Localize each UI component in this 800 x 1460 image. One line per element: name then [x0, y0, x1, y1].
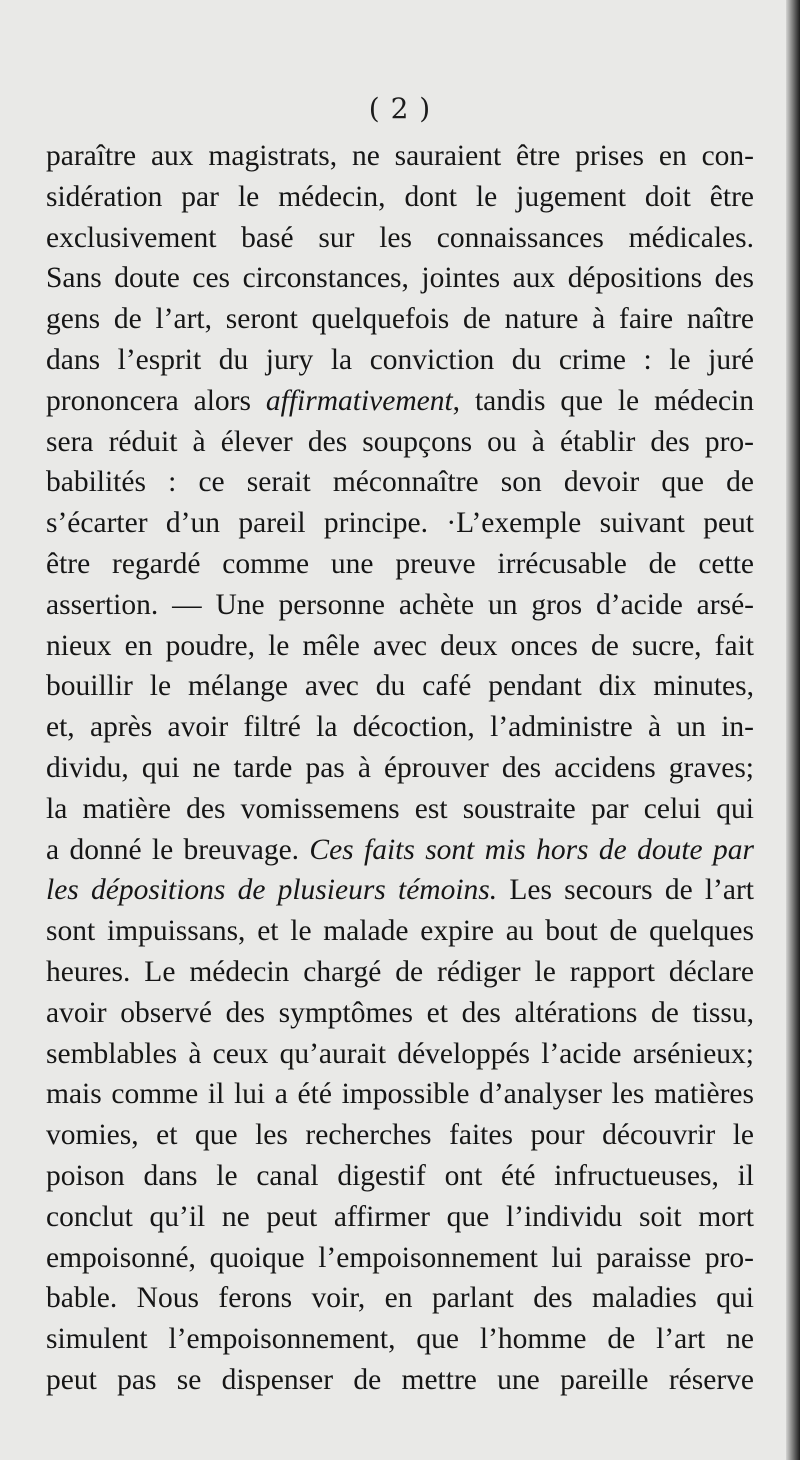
text-segment: et, après avoir filtré la décoction, l’administre à un in- — [46, 711, 754, 744]
text-line — [46, 1278, 754, 1319]
text-segment: heures. Le médecin chargé de rédiger le rapport déclare — [46, 955, 754, 988]
text-line — [46, 422, 754, 463]
text-line — [46, 585, 754, 626]
text-line — [46, 1074, 754, 1115]
text-line — [46, 952, 754, 993]
text-segment: exclusivement basé sur les connaissances médicales. — [46, 221, 754, 254]
text-line — [46, 1115, 754, 1156]
text-line — [46, 707, 754, 748]
text-line — [46, 626, 754, 667]
text-segment: a donné le breuvage. — [46, 833, 310, 866]
text-segment: empoisonné, quoique l’empoisonnement lui paraisse pro- — [46, 1241, 754, 1274]
text-segment: bable. Nous ferons voir, en parlant des maladies qui — [46, 1282, 754, 1315]
text-segment: gens de l’art, seront quelquefois de nature à faire naître — [46, 303, 754, 336]
text-segment: avoir observé des symptômes et des altérations de tissu, — [46, 996, 754, 1029]
italic-segment: Ces faits sont mis hors de doute par — [309, 833, 754, 866]
text-line — [46, 1034, 754, 1075]
text-line — [46, 748, 754, 789]
text-segment: babilités : ce serait méconnaître son devoir que de — [46, 466, 754, 499]
text-line — [46, 993, 754, 1034]
text-segment: prononcera alors — [46, 384, 266, 417]
text-segment: , tandis que le médecin — [452, 384, 754, 417]
text-line — [46, 870, 754, 911]
italic-segment: les dépositions de plusieurs témoins. — [46, 874, 498, 907]
text-line — [46, 1238, 754, 1279]
text-line — [46, 1156, 754, 1197]
text-segment: bouillir le mélange avec du café pendant dix minutes, — [46, 670, 754, 703]
text-segment: dividu, qui ne tarde pas à éprouver des accidens graves; — [46, 751, 754, 784]
text-line — [46, 789, 754, 830]
text-segment: simulent l’empoisonnement, que l’homme de l’art ne — [46, 1323, 754, 1356]
text-line — [46, 299, 754, 340]
text-segment: être regardé comme une preuve irrécusable de cette — [46, 547, 754, 580]
text-segment: peut pas se dispenser de mettre une pareille réserve — [46, 1363, 754, 1396]
text-segment: la matière des vomissemens est soustraite par celui qui — [46, 792, 754, 825]
text-line — [46, 666, 754, 707]
text-line — [46, 462, 754, 503]
text-segment: assertion. — Une personne achète un gros d’acide arsé- — [46, 588, 754, 621]
text-segment: Sans doute ces circonstances, jointes aux dépositions des — [46, 262, 754, 295]
text-segment: conclut qu’il ne peut affirmer que l’individu soit mort — [46, 1200, 754, 1233]
text-segment: nieux en poudre, le mêle avec deux onces de sucre, fait — [46, 629, 754, 662]
text-segment: dans l’esprit du jury la conviction du crime : le juré — [46, 343, 754, 376]
text-line — [46, 177, 754, 218]
text-line — [46, 830, 754, 871]
text-segment: poison dans le canal digestif ont été infructueuses, il — [46, 1159, 754, 1192]
text-segment: vomies, et que les recherches faites pour découvrir le — [46, 1119, 754, 1152]
text-segment: sont impuissans, et le malade expire au bout de quelques — [46, 915, 754, 948]
text-line — [46, 544, 754, 585]
text-line — [46, 503, 754, 544]
text-line — [46, 136, 754, 177]
text-line — [46, 340, 754, 381]
text-segment: semblables à ceux qu’aurait développés l’acide arsénieux; — [46, 1037, 754, 1070]
text-segment: sera réduit à élever des soupçons ou à établir des pro- — [46, 425, 754, 458]
text-segment: mais comme il lui a été impossible d’analyser les matières — [46, 1078, 754, 1111]
text-segment: paraître aux magistrats, ne sauraient être prises en con- — [46, 140, 754, 172]
text-line — [46, 1319, 754, 1360]
text-line — [46, 381, 754, 422]
text-segment: sidération par le médecin, dont le jugement doit être — [46, 180, 754, 213]
text-line — [46, 1197, 754, 1238]
page-number: ( 2 ) — [368, 92, 432, 125]
italic-segment: affirmativement — [265, 384, 453, 417]
text-line — [46, 1360, 754, 1401]
body-text — [46, 136, 754, 1401]
text-line — [46, 258, 754, 299]
text-line — [46, 911, 754, 952]
text-line — [46, 218, 754, 259]
page-edge-shadow — [786, 0, 800, 1460]
text-segment: Les secours de l’art — [497, 874, 754, 907]
text-segment: s’écarter d’un pareil principe. ·L’exemple suivant peut — [46, 507, 754, 540]
